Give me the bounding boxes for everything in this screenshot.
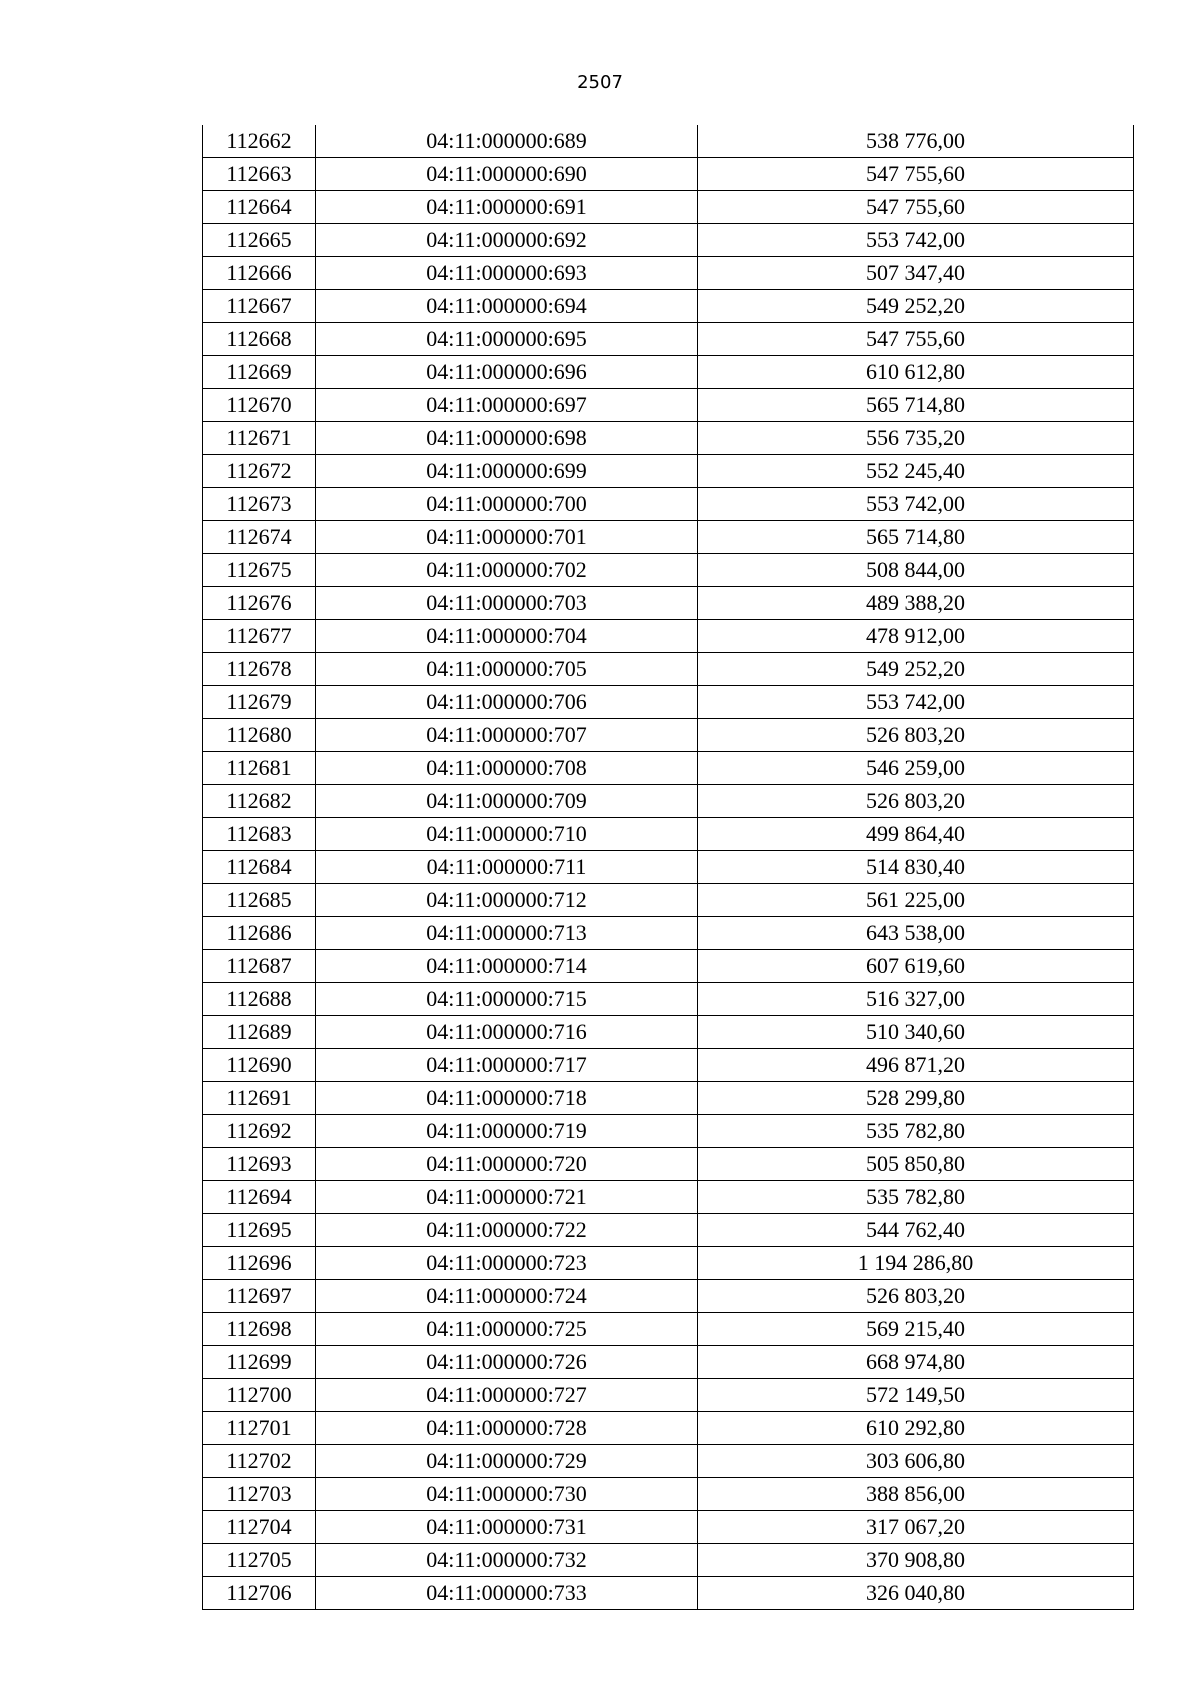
cadastral-number-cell: 04:11:000000:694 — [316, 290, 698, 323]
cadastral-number-cell: 04:11:000000:706 — [316, 686, 698, 719]
row-number-cell: 112699 — [203, 1346, 316, 1379]
row-number-cell: 112674 — [203, 521, 316, 554]
table-row — [203, 1115, 1134, 1148]
cadastral-value-cell: 499 864,40 — [698, 818, 1134, 851]
cadastral-number-cell: 04:11:000000:695 — [316, 323, 698, 356]
cadastral-number-cell: 04:11:000000:713 — [316, 917, 698, 950]
cadastral-value-cell: 556 735,20 — [698, 422, 1134, 455]
row-number-cell: 112700 — [203, 1379, 316, 1412]
table-row — [203, 422, 1134, 455]
cadastral-number-cell: 04:11:000000:722 — [316, 1214, 698, 1247]
row-number-cell: 112704 — [203, 1511, 316, 1544]
row-number-cell: 112679 — [203, 686, 316, 719]
cadastral-value-cell: 561 225,00 — [698, 884, 1134, 917]
table-row — [203, 158, 1134, 191]
table-row — [203, 851, 1134, 884]
cadastral-value-cell: 1 194 286,80 — [698, 1247, 1134, 1280]
cadastral-value-cell: 516 327,00 — [698, 983, 1134, 1016]
cadastral-number-cell: 04:11:000000:707 — [316, 719, 698, 752]
table-row — [203, 983, 1134, 1016]
table-row — [203, 1082, 1134, 1115]
row-number-cell: 112667 — [203, 290, 316, 323]
cadastral-value-cell: 478 912,00 — [698, 620, 1134, 653]
row-number-cell: 112694 — [203, 1181, 316, 1214]
row-number-cell: 112668 — [203, 323, 316, 356]
cadastral-value-cell: 489 388,20 — [698, 587, 1134, 620]
row-number-cell: 112702 — [203, 1445, 316, 1478]
cadastral-number-cell: 04:11:000000:725 — [316, 1313, 698, 1346]
table-row — [203, 620, 1134, 653]
cadastral-value-cell: 510 340,60 — [698, 1016, 1134, 1049]
cadastral-number-cell: 04:11:000000:705 — [316, 653, 698, 686]
table-row — [203, 1016, 1134, 1049]
row-number-cell: 112691 — [203, 1082, 316, 1115]
cadastral-value-cell: 643 538,00 — [698, 917, 1134, 950]
table-row — [203, 719, 1134, 752]
cadastral-number-cell: 04:11:000000:703 — [316, 587, 698, 620]
row-number-cell: 112693 — [203, 1148, 316, 1181]
row-number-cell: 112697 — [203, 1280, 316, 1313]
row-number-cell: 112673 — [203, 488, 316, 521]
cadastral-number-cell: 04:11:000000:711 — [316, 851, 698, 884]
row-number-cell: 112683 — [203, 818, 316, 851]
cadastral-number-cell: 04:11:000000:721 — [316, 1181, 698, 1214]
table-row — [203, 1412, 1134, 1445]
cadastral-number-cell: 04:11:000000:690 — [316, 158, 698, 191]
table-row — [203, 1049, 1134, 1082]
table-row — [203, 1280, 1134, 1313]
table-row — [203, 224, 1134, 257]
table-row — [203, 356, 1134, 389]
cadastral-value-cell: 526 803,20 — [698, 785, 1134, 818]
cadastral-value-cell: 553 742,00 — [698, 686, 1134, 719]
row-number-cell: 112701 — [203, 1412, 316, 1445]
row-number-cell: 112681 — [203, 752, 316, 785]
row-number-cell: 112669 — [203, 356, 316, 389]
cadastral-value-cell: 549 252,20 — [698, 653, 1134, 686]
cadastral-value-cell: 496 871,20 — [698, 1049, 1134, 1082]
row-number-cell: 112678 — [203, 653, 316, 686]
cadastral-number-cell: 04:11:000000:718 — [316, 1082, 698, 1115]
cadastral-number-cell: 04:11:000000:733 — [316, 1577, 698, 1610]
cadastral-number-cell: 04:11:000000:710 — [316, 818, 698, 851]
cadastral-number-cell: 04:11:000000:732 — [316, 1544, 698, 1577]
row-number-cell: 112698 — [203, 1313, 316, 1346]
row-number-cell: 112696 — [203, 1247, 316, 1280]
table-row — [203, 950, 1134, 983]
cadastral-value-cell: 547 755,60 — [698, 323, 1134, 356]
cadastral-number-cell: 04:11:000000:717 — [316, 1049, 698, 1082]
cadastral-value-cell: 547 755,60 — [698, 191, 1134, 224]
table-row — [203, 785, 1134, 818]
cadastral-value-cell: 535 782,80 — [698, 1115, 1134, 1148]
table-row — [203, 752, 1134, 785]
cadastral-value-cell: 607 619,60 — [698, 950, 1134, 983]
cadastral-value-cell: 505 850,80 — [698, 1148, 1134, 1181]
cadastral-number-cell: 04:11:000000:720 — [316, 1148, 698, 1181]
row-number-cell: 112692 — [203, 1115, 316, 1148]
row-number-cell: 112663 — [203, 158, 316, 191]
cadastral-number-cell: 04:11:000000:709 — [316, 785, 698, 818]
cadastral-number-cell: 04:11:000000:692 — [316, 224, 698, 257]
cadastral-value-cell: 544 762,40 — [698, 1214, 1134, 1247]
table-row — [203, 488, 1134, 521]
table-row — [203, 1247, 1134, 1280]
cadastral-value-cell: 535 782,80 — [698, 1181, 1134, 1214]
row-number-cell: 112703 — [203, 1478, 316, 1511]
table-row — [203, 1379, 1134, 1412]
row-number-cell: 112688 — [203, 983, 316, 1016]
row-number-cell: 112686 — [203, 917, 316, 950]
row-number-cell: 112690 — [203, 1049, 316, 1082]
row-number-cell: 112682 — [203, 785, 316, 818]
table-row — [203, 323, 1134, 356]
cadastral-value-cell: 370 908,80 — [698, 1544, 1134, 1577]
cadastral-number-cell: 04:11:000000:697 — [316, 389, 698, 422]
cadastral-value-cell: 553 742,00 — [698, 488, 1134, 521]
cadastral-value-cell: 508 844,00 — [698, 554, 1134, 587]
table-row — [203, 884, 1134, 917]
cadastral-value-cell: 514 830,40 — [698, 851, 1134, 884]
table-row — [203, 1577, 1134, 1610]
cadastral-number-cell: 04:11:000000:704 — [316, 620, 698, 653]
cadastral-value-cell: 526 803,20 — [698, 1280, 1134, 1313]
row-number-cell: 112680 — [203, 719, 316, 752]
cadastral-number-cell: 04:11:000000:728 — [316, 1412, 698, 1445]
row-number-cell: 112666 — [203, 257, 316, 290]
table-row — [203, 587, 1134, 620]
row-number-cell: 112706 — [203, 1577, 316, 1610]
row-number-cell: 112705 — [203, 1544, 316, 1577]
cadastral-number-cell: 04:11:000000:712 — [316, 884, 698, 917]
cadastral-number-cell: 04:11:000000:702 — [316, 554, 698, 587]
row-number-cell: 112677 — [203, 620, 316, 653]
row-number-cell: 112670 — [203, 389, 316, 422]
cadastral-number-cell: 04:11:000000:698 — [316, 422, 698, 455]
row-number-cell: 112671 — [203, 422, 316, 455]
cadastral-value-cell: 553 742,00 — [698, 224, 1134, 257]
row-number-cell: 112685 — [203, 884, 316, 917]
cadastral-value-cell: 668 974,80 — [698, 1346, 1134, 1379]
table-row — [203, 521, 1134, 554]
cadastral-number-cell: 04:11:000000:731 — [316, 1511, 698, 1544]
cadastral-number-cell: 04:11:000000:724 — [316, 1280, 698, 1313]
row-number-cell: 112665 — [203, 224, 316, 257]
row-number-cell: 112689 — [203, 1016, 316, 1049]
cadastral-value-cell: 552 245,40 — [698, 455, 1134, 488]
table-row — [203, 1181, 1134, 1214]
cadastral-value-cell: 572 149,50 — [698, 1379, 1134, 1412]
table-row — [203, 653, 1134, 686]
cadastral-number-cell: 04:11:000000:691 — [316, 191, 698, 224]
table-row — [203, 1445, 1134, 1478]
cadastral-value-cell: 538 776,00 — [698, 125, 1134, 158]
cadastral-number-cell: 04:11:000000:715 — [316, 983, 698, 1016]
table-row — [203, 191, 1134, 224]
table-row — [203, 455, 1134, 488]
cadastral-number-cell: 04:11:000000:723 — [316, 1247, 698, 1280]
table-row — [203, 1478, 1134, 1511]
row-number-cell: 112675 — [203, 554, 316, 587]
cadastral-value-cell: 388 856,00 — [698, 1478, 1134, 1511]
cadastral-number-cell: 04:11:000000:693 — [316, 257, 698, 290]
registry-table-body — [203, 125, 1134, 1610]
table-row — [203, 1148, 1134, 1181]
cadastral-value-cell: 326 040,80 — [698, 1577, 1134, 1610]
cadastral-value-cell: 610 612,80 — [698, 356, 1134, 389]
table-row — [203, 1346, 1134, 1379]
cadastral-value-cell: 565 714,80 — [698, 389, 1134, 422]
row-number-cell: 112684 — [203, 851, 316, 884]
table-row — [203, 290, 1134, 323]
row-number-cell: 112687 — [203, 950, 316, 983]
cadastral-value-cell: 507 347,40 — [698, 257, 1134, 290]
row-number-cell: 112676 — [203, 587, 316, 620]
table-row — [203, 818, 1134, 851]
row-number-cell: 112695 — [203, 1214, 316, 1247]
cadastral-number-cell: 04:11:000000:714 — [316, 950, 698, 983]
cadastral-number-cell: 04:11:000000:701 — [316, 521, 698, 554]
cadastral-number-cell: 04:11:000000:716 — [316, 1016, 698, 1049]
cadastral-value-cell: 549 252,20 — [698, 290, 1134, 323]
cadastral-number-cell: 04:11:000000:727 — [316, 1379, 698, 1412]
cadastral-value-cell: 547 755,60 — [698, 158, 1134, 191]
table-row — [203, 1313, 1134, 1346]
cadastral-value-cell: 303 606,80 — [698, 1445, 1134, 1478]
page-number: 2507 — [577, 72, 623, 93]
row-number-cell: 112662 — [203, 125, 316, 158]
table-row — [203, 257, 1134, 290]
row-number-cell: 112672 — [203, 455, 316, 488]
table-row — [203, 917, 1134, 950]
cadastral-value-cell: 317 067,20 — [698, 1511, 1134, 1544]
table-row — [203, 686, 1134, 719]
table-row — [203, 554, 1134, 587]
cadastral-value-cell: 546 259,00 — [698, 752, 1134, 785]
registry-table — [202, 125, 1134, 1610]
cadastral-number-cell: 04:11:000000:719 — [316, 1115, 698, 1148]
table-row — [203, 1214, 1134, 1247]
table-row — [203, 1511, 1134, 1544]
cadastral-number-cell: 04:11:000000:730 — [316, 1478, 698, 1511]
cadastral-value-cell: 528 299,80 — [698, 1082, 1134, 1115]
cadastral-number-cell: 04:11:000000:708 — [316, 752, 698, 785]
table-row — [203, 125, 1134, 158]
row-number-cell: 112664 — [203, 191, 316, 224]
cadastral-value-cell: 526 803,20 — [698, 719, 1134, 752]
cadastral-value-cell: 569 215,40 — [698, 1313, 1134, 1346]
cadastral-number-cell: 04:11:000000:729 — [316, 1445, 698, 1478]
table-row — [203, 389, 1134, 422]
cadastral-value-cell: 610 292,80 — [698, 1412, 1134, 1445]
cadastral-number-cell: 04:11:000000:696 — [316, 356, 698, 389]
cadastral-number-cell: 04:11:000000:726 — [316, 1346, 698, 1379]
cadastral-number-cell: 04:11:000000:699 — [316, 455, 698, 488]
cadastral-number-cell: 04:11:000000:689 — [316, 125, 698, 158]
cadastral-number-cell: 04:11:000000:700 — [316, 488, 698, 521]
cadastral-value-cell: 565 714,80 — [698, 521, 1134, 554]
table-row — [203, 1544, 1134, 1577]
